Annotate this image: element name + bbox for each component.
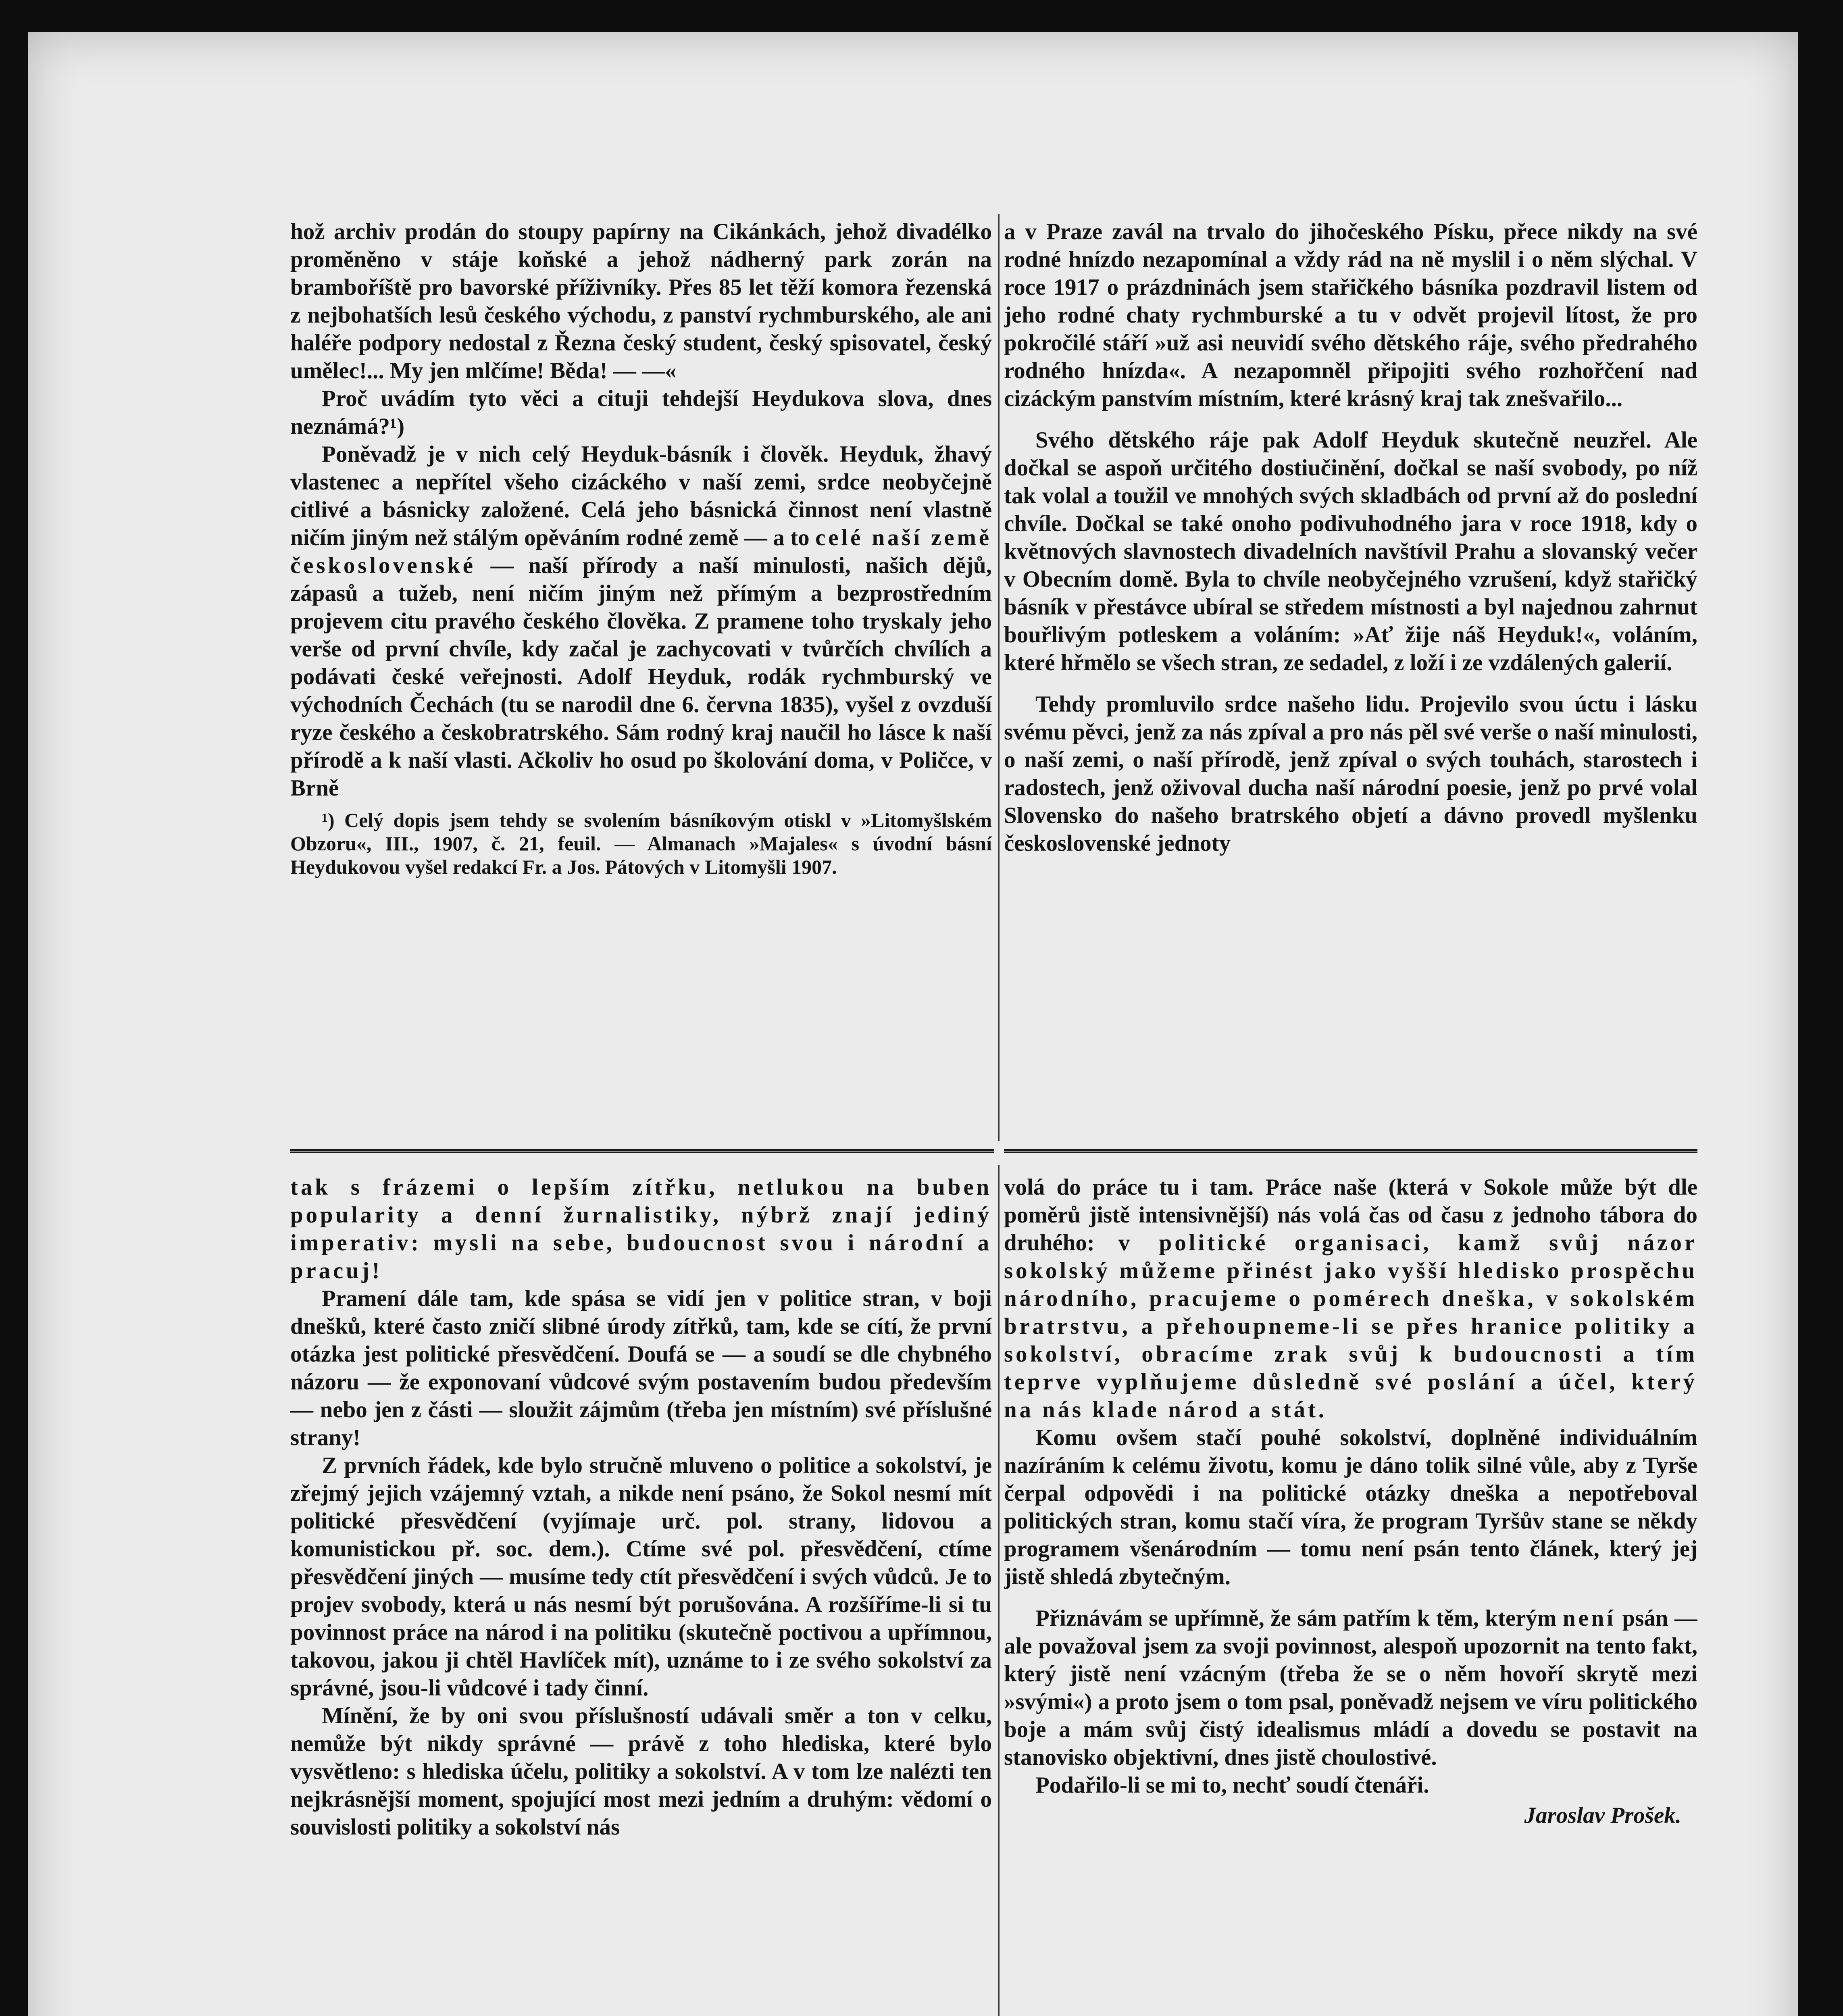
spaced-text: není: [1562, 1606, 1616, 1631]
text-run: — naší přírody a naší minulosti, našich dějů, zápasů a tužeb, není ničím jiným než přímým a bezprostředním projevem citu pravého českého člověka. Z pramene toho tryskaly jeho verše od první chvíle, kdy začal je zachycovati v tvůrčích chvílích a podávati české veřejnosti. Adolf Heyduk, rodák rychmburský ve východních Čechách (tu se narodil dne 6. června 1835), vyšel z ovzduší ryze českého a českobratrského. Sám rodný kraj naučil ho lásce k naší přírodě a k naší vlasti. Ačkoliv ho osud po školování doma, v Poličce, v Brně: [290, 553, 992, 801]
column-divider-bottom: [998, 1165, 1000, 2016]
column-divider-top: [998, 214, 1000, 1141]
top-left-column: [290, 218, 992, 1133]
paragraph: Svého dětského ráje pak Adolf Heyduk skutečně neuzřel. Ale dočkal se aspoň určitého dostiučinění, dočkal se naší svobody, po níž tak volal a toužil ve mnohých svých skladbách od první až do poslední chvíle. Dočkal se také onoho podivuhodného jara v roce 1918, kdy o květnových slavnostech divadelních navštívil Prahu a slovanský večer v Obecním domě. Byla to chvíle neobyčejného vzrušení, když stařičký básník v přestávce ubíral se středem místnosti a byl najednou zahrnut bouřlivým potleskem a voláním: »Ať žije náš Heyduk!«, voláním, které hřmělo se všech stran, ze sedadel, z loží i ze vzdálených galerií.: [1004, 427, 1697, 675]
footnote: ¹) Celý dopis jsem tehdy se svolením básníkovým otiskl v »Litomyšlském Obzoru«, III., 1907, č. 21, feuil. — Almanach »Majales« s úvodní básní Heydukovou vyšel redakcí Fr. a Jos. Pátových v Litomyšli 1907.: [290, 809, 992, 878]
paragraph: Podařilo-li se mi to, nechť soudí čtenáři.: [1035, 1772, 1429, 1798]
page-scan: [28, 32, 1798, 2016]
spaced-text: v politické organisaci, kamž svůj názor sokolský můžeme přinést jako vyšší hledisko prospěchu národního, pracujeme o pomérech dneška, v sokolském bratrstvu, a přehoupneme-li se přes hranice politiky a sokolství, obracíme zrak svůj k budoucnosti a tím teprve vyplňujeme důsledně své poslání a účel, který na nás klade národ a stát.: [1004, 1230, 1697, 1422]
paragraph: a v Praze zavál na trvalo do jihočeského Písku, přece nikdy na své rodné hnízdo nezapomínal a vždy rád na ně myslil i o něm slýchal. V roce 1917 o prázdninách jsem stařičkého básníka pozdravil listem od jeho rodné chaty rychmburské a tu v odvět projevil lítost, že pro pokročilé stáří »už asi neuvidí svého dětského ráje, svého předrahého rodného hnízda«. A nezapomněl připojiti svého rozhořčení nad cizáckým panstvím místním, které krásný kraj tak znešvařilo...: [1004, 219, 1697, 411]
double-rule-right: [1004, 1149, 1697, 1153]
paragraph: Mínění, že by oni svou příslušností udávali směr a ton v celku, nemůže být nikdy správné — právě z toho hlediska, které bylo vysvětleno: s hlediska účelu, politiky a sokolství. A v tom lze nalézti ten nejkrásnější moment, spojující most mezi jedním a druhým: vědomí o souvislosti politiky a sokolství nás: [290, 1703, 992, 1840]
paragraph: Tehdy promluvilo srdce našeho lidu. Projevilo svou úctu i lásku svému pěvci, jenž za nás zpíval a pro nás pěl své verše o naší minulosti, o naší zemi, o naší přírodě, jenž zpíval o svých touhách, starostech i radostech, jenž oživoval ducha naší národní poesie, jenž po prvé volal Slovensko do našeho bratrského objetí a dávno provedl myšlenku československé jednoty: [1004, 691, 1697, 856]
bottom-right-column: [1004, 1173, 1697, 2016]
paragraph: tak s frázemi o lepším zítřku, netlukou na buben popularity a denní žurnalistiky, nýbrž znají jediný imperativ: mysli na sebe, budoucnost svou i národní a pracuj!: [290, 1175, 992, 1283]
paragraph: Komu ovšem stačí pouhé sokolství, doplněné individuálním nazíráním k celému životu, komu je dáno tolik silné vůle, aby z Tyrše čerpal odpovědi i na politické otázky dneška a nepotřeboval politických stran, komu stačí víra, že program Tyršův stane se někdy programem všenárodním — tomu není psán tento článek, který jej jistě shledá zbytečným.: [1004, 1425, 1697, 1589]
paragraph: [1004, 1173, 1697, 1424]
paragraph: [1004, 1604, 1697, 1771]
author-signature: Jaroslav Prošek.: [1524, 1803, 1681, 1828]
text-run: psán — ale považoval jsem za svoji povinnost, alespoň upozornit na tento fakt, který jistě není vzácným (třeba že se o něm hovoří skrytě mezi »svými«) a proto jsem o tom psal, poněvadž nejsem ve víru politického boje a mám svůj čistý idealismus mládí a dovedu se postavit na stanovisko objektivní, dnes jistě choulostivé.: [1004, 1606, 1697, 1770]
double-rule-left: [290, 1149, 994, 1153]
paragraph: Pramení dále tam, kde spása se vidí jen v politice stran, v boji dnešků, které často zničí slibné úrody zítřků, tam, kde se cítí, že první otázka jest politické přesvědčení. Doufá se — a soudí se dle chybného názoru — že exponovaní vůdcové svým postavením budou především — nebo jen z části — sloužit zájmům (třeba jen místním) své příslušné strany!: [290, 1286, 992, 1450]
text-run: volá do práce tu i tam. Práce naše (která v Sokole může být dle poměrů jistě intensivnější) nás volá čas od času z jednoho tábora do druhého:: [1004, 1175, 1697, 1256]
text-run: Přiznávám se upřímně, že sám patřím k těm, kterým: [1035, 1606, 1557, 1631]
top-right-column: [1004, 218, 1697, 1133]
spaced-text: celé naší země československé: [290, 525, 992, 578]
paragraph: [290, 440, 992, 802]
text-run: Poněvadž je v nich celý Heyduk-básník i člověk. Heyduk, žhavý vlastenec a nepřítel všeho cizáckého v naší zemi, srdce neobyčejně citlivé a básnicky založené. Celá jeho básnická činnost není vlastně ničím jiným než stálým opěváním rodné země — a to: [290, 442, 992, 550]
bottom-left-column: [290, 1173, 992, 2016]
paragraph: Proč uvádím tyto věci a cituji tehdejší Heydukova slova, dnes neznámá?¹): [290, 386, 992, 439]
paragraph: hož archiv prodán do stoupy papírny na Cikánkách, jehož divadélko proměněno v stáje koňské a jehož nádherný park zorán na bramboříště pro bavorské příživníky. Přes 85 let těží komora řezenská z nejbohatších lesů českého východu, z panství rychmburského, ale ani haléře podpory nedostal z Řezna český student, český spisovatel, český umělec!... My jen mlčíme! Běda! — —«: [290, 219, 992, 383]
paragraph: Z prvních řádek, kde bylo stručně mluveno o politice a sokolství, je zřejmý jejich vzájemný vztah, a nikde není psáno, že Sokol nesmí mít politické přesvědčení (vyjímaje urč. pol. strany, lidovou a komunistickou př. soc. dem.). Ctíme své pol. přesvědčení, ctíme přesvědčení jiných — musíme tedy ctít přesvědčení i svých vůdců. Je to projev svobody, která u nás nesmí být porušována. A rozšíříme-li si tu povinnost práce na národ i na politiku (skutečně poctivou a upřímnou, takovou, jakou ji chtěl Havlíček mít), uznáme to i ze svého sokolství za správné, jsou-li vůdcové i tady činní.: [290, 1453, 992, 1701]
